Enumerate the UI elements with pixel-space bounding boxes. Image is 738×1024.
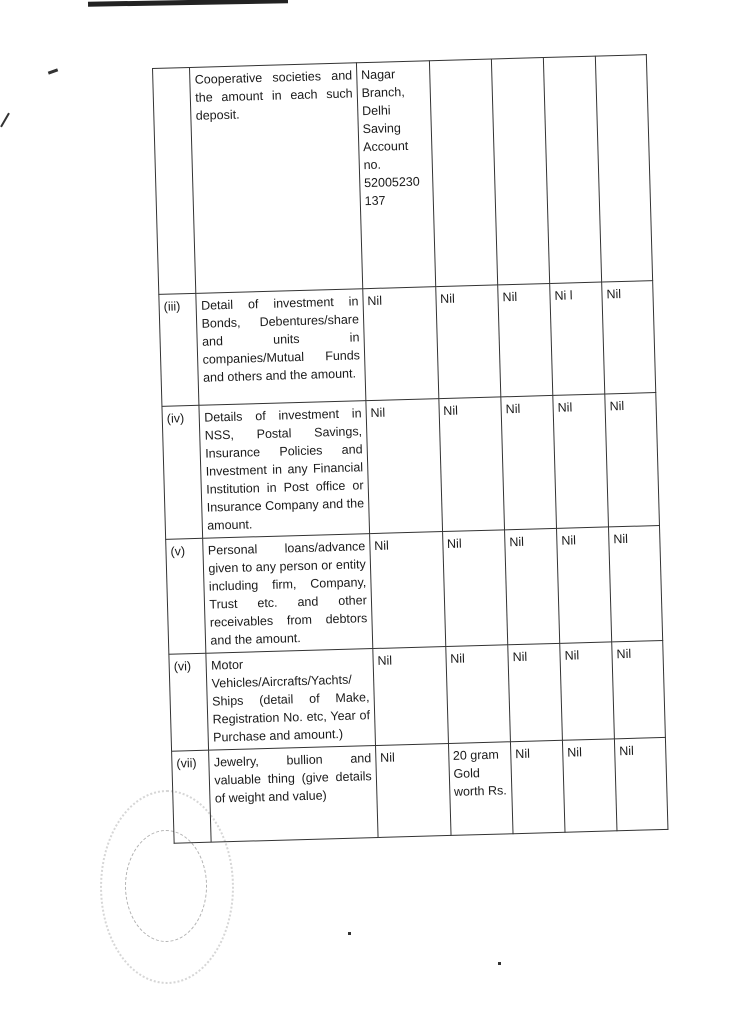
value-cell: Nil [369,532,445,649]
table-row-jewelry [172,737,668,843]
table-row-nss [162,393,660,540]
value-cell: Nil [505,528,560,644]
scan-mark [0,113,10,128]
row-number [153,67,197,294]
row-number: (iii) [159,293,200,406]
scan-mark [498,962,501,965]
value-cell: Nil [612,640,666,738]
value-cell: Nil [435,285,500,399]
row-description: Details of investment in NSS, Postal Savings, Insurance Policies and Investment in any Financial Institution in Post office or Insurance Company and the amount. [199,401,369,539]
value-cell: Nil [501,395,557,529]
row-description: Personal loans/advance given to any person or entity including firm, Company, Trust etc. and other receivables from debtors and the amount. [203,534,373,654]
row-description: Motor Vehicles/Aircrafts/Yachts/ Ships (detail of Make, Registration No. etc, Year of Purchase and amount.) [206,649,375,751]
value-cell: Nil [560,642,615,740]
scan-edge-line [88,0,288,7]
value-cell: Nil [609,526,663,642]
value-cell: Nil [373,647,448,746]
value-cell: Nil [602,281,656,394]
asset-declaration-table [152,54,668,844]
value-cell: Nil [553,394,609,528]
table-row-loans [166,526,663,655]
value-cell: Nil [442,530,508,647]
value-cell: Nil [562,739,617,832]
value-cell: Ni l [550,282,605,395]
value-cell: Nil [498,283,553,396]
value-cell: Nil [445,645,510,744]
table-row-deposits [153,55,653,295]
value-cell: Nil [375,743,450,837]
row-number: (vi) [169,653,209,751]
value-cell [543,56,601,283]
faded-stamp-inner [125,830,207,942]
row-description: Cooperative societies and the amount in each such deposit. [190,63,363,294]
value-cell: Nil [438,397,504,532]
value-cell: Nil [363,287,439,401]
scan-mark [348,932,351,935]
value-cell: Nil [605,393,660,527]
row-number: (iv) [162,405,203,539]
table-row-vehicles [169,640,666,751]
value-cell [595,55,652,282]
value-cell: Nagar Branch, Delhi Saving Account no. 52005230 137 [356,61,435,289]
value-cell [429,59,498,287]
value-cell: Nil [510,740,565,833]
row-number: (vii) [172,750,212,843]
value-cell [491,58,549,285]
scan-mark [48,68,58,74]
table-row-bonds [159,281,656,407]
value-cell: Nil [508,643,563,741]
value-cell: Nil [366,399,442,534]
value-cell: Nil [614,737,668,830]
value-cell: 20 gram Gold worth Rs. [448,742,513,836]
value-cell: Nil [557,527,612,643]
row-description: Detail of investment in Bonds, Debentures/share and units in companies/Mutual Funds and others and the amount. [196,289,365,406]
row-description: Jewelry, bullion and valuable thing (give details of weight and value) [209,746,378,843]
row-number: (v) [166,538,207,654]
